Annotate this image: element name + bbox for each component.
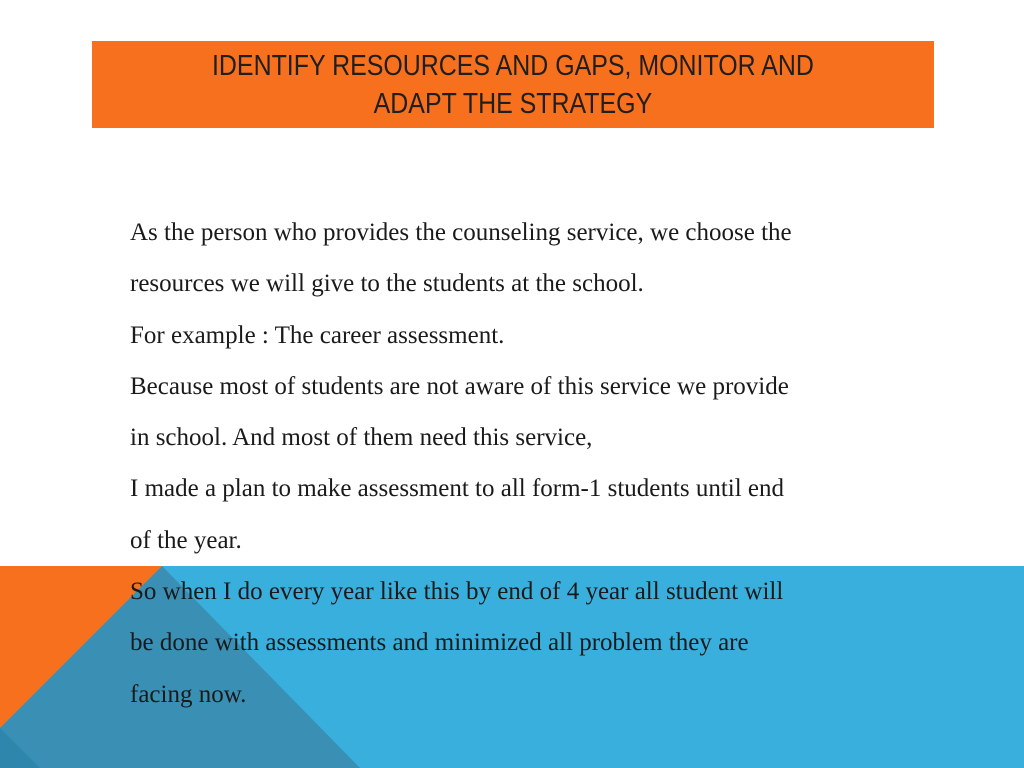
slide-title-line-2: ADAPT THE STRATEGY xyxy=(373,87,653,120)
slide-body xyxy=(130,207,910,720)
body-line: resources we will give to the students at the school. xyxy=(130,270,644,298)
body-line: be done with assessments and minimized all problem they are xyxy=(130,629,749,657)
body-line: of the year. xyxy=(130,526,242,554)
body-line: facing now. xyxy=(130,680,247,708)
slide-title-line-1: IDENTIFY RESOURCES AND GAPS, MONITOR AND xyxy=(212,49,814,82)
body-line: Because most of students are not aware of this service we provide xyxy=(130,372,789,400)
body-line: For example : The career assessment. xyxy=(130,321,505,349)
title-banner xyxy=(92,41,934,128)
body-line: I made a plan to make assessment to all form-1 students until end xyxy=(130,475,785,503)
body-line: As the person who provides the counseling service, we choose the xyxy=(130,219,792,246)
slide-title xyxy=(212,47,814,123)
body-line: So when I do every year like this by end of 4 year all student will xyxy=(130,578,784,606)
body-line: in school. And most of them need this service, xyxy=(130,424,593,452)
